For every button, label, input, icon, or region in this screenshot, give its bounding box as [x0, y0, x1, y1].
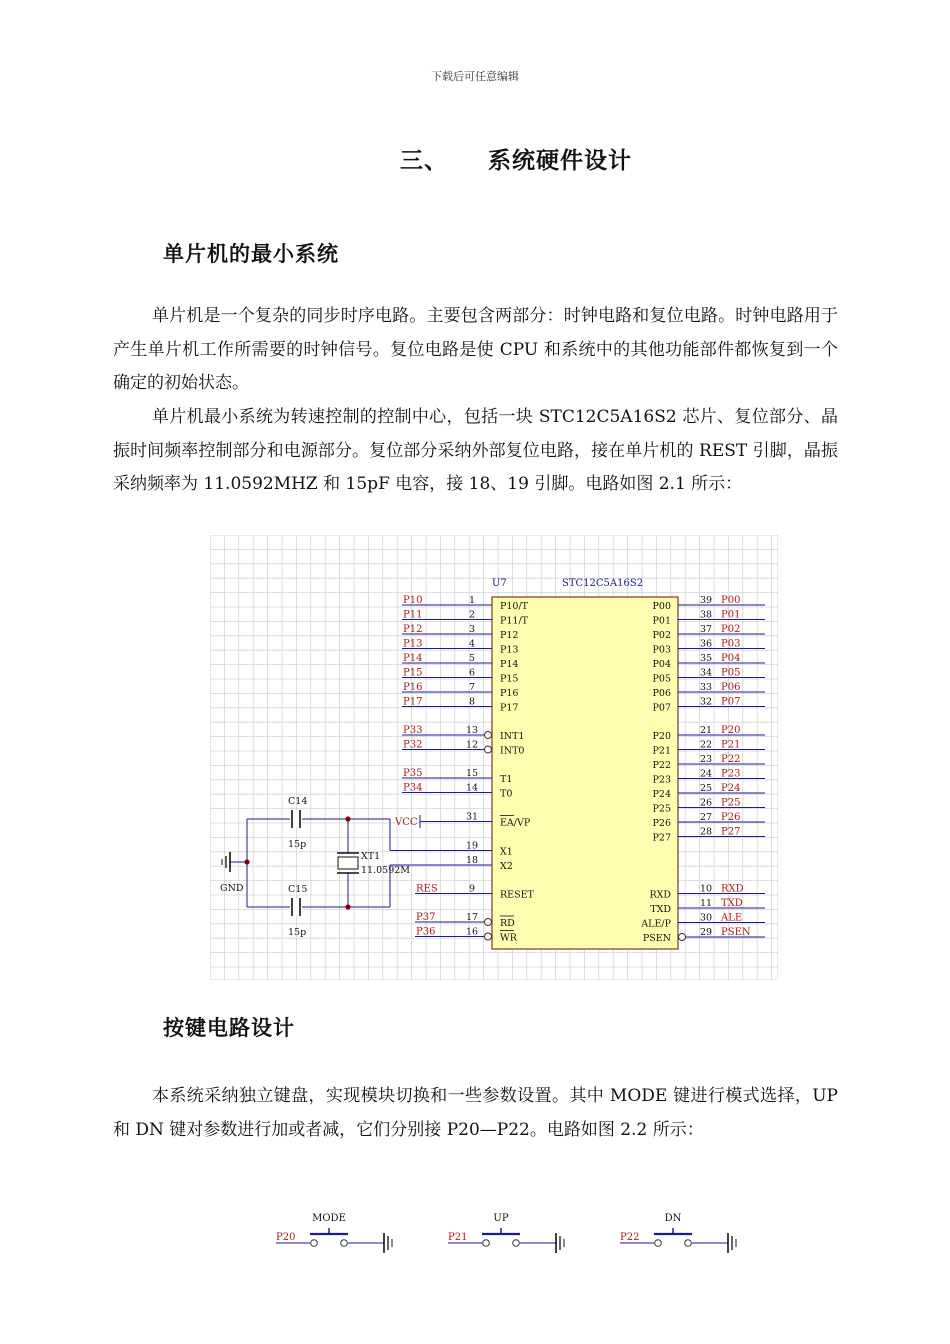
section-title: [400, 142, 632, 175]
pin-number: 17: [465, 912, 479, 923]
pin-name: TXD: [650, 904, 671, 915]
net-label: P23: [721, 768, 741, 780]
pin-name: X2: [500, 861, 513, 872]
key-net-label: P21: [448, 1232, 468, 1243]
c15-value: 15p: [288, 927, 307, 938]
net-label: P06: [721, 682, 741, 693]
pin-name: RXD: [649, 889, 671, 901]
net-label: P33: [403, 725, 423, 736]
pin-name: PSEN: [642, 933, 671, 944]
net-label: P22: [721, 754, 741, 765]
pin-number: 12: [465, 739, 479, 751]
pin-number: 26: [699, 797, 713, 809]
pin-number: 21: [699, 725, 713, 736]
pin-bubble: [485, 746, 492, 753]
net-label: TXD: [721, 898, 743, 909]
pin-name: P07: [652, 702, 671, 714]
net-label: P01: [721, 609, 741, 621]
net-label: P32: [403, 739, 423, 751]
pin-name: P15: [500, 673, 519, 685]
pin-number: 13: [465, 725, 479, 736]
subsection-heading-keys: 按键电路设计: [163, 1016, 295, 1040]
pin-name: P13: [500, 644, 519, 656]
pin-number: 14: [465, 782, 479, 794]
net-label: P12: [403, 624, 423, 635]
net-label: P02: [721, 624, 741, 635]
net-label: P21: [721, 739, 741, 751]
pin-bubble: [485, 732, 492, 739]
net-label: P04: [721, 653, 741, 664]
net-label: P34: [403, 782, 423, 794]
pin-number: 3: [468, 624, 476, 635]
pin-number: 5: [468, 653, 476, 664]
pin-bubble: [485, 919, 492, 926]
net-label: P07: [721, 696, 741, 708]
pin-name: RESET: [500, 889, 534, 901]
chip-ref: U7: [492, 578, 507, 589]
gnd-label: GND: [220, 883, 244, 894]
pin-number: 25: [699, 783, 713, 794]
section-title-text: 系统硬件设计: [488, 148, 632, 174]
net-label: P17: [403, 696, 423, 708]
pin-name: RD: [500, 918, 515, 929]
key-contact: [685, 1240, 692, 1247]
subsection-heading-mcu: 单片机的最小系统: [163, 242, 339, 266]
net-label: P10: [403, 595, 423, 606]
pin-name: P06: [652, 688, 671, 699]
pin-number: 15: [465, 768, 479, 779]
pin-name: P26: [652, 818, 671, 829]
pin-number: 2: [468, 609, 476, 621]
pin-number: 16: [465, 926, 479, 938]
net-label: RXD: [721, 883, 744, 895]
pin-name: P16: [500, 688, 519, 699]
net-label: P27: [721, 826, 741, 838]
net-label: P16: [403, 682, 423, 693]
pin-number: 7: [468, 682, 476, 693]
pin-name: P00: [652, 601, 671, 612]
paragraph-mcu-intro: 单片机是一个复杂的同步时序电路。主要包含两部分：时钟电路和复位电路。时钟电路用于产生单片机工作所需要的时钟信号。复位电路是使 CPU 和系统中的其他功能部件都恢复到一个确定的初始状态。: [113, 306, 838, 393]
pin-number: 8: [468, 696, 476, 708]
pin-number: 30: [699, 912, 713, 924]
paragraph-mcu-system: 单片机最小系统为转速控制的控制中心，包括一块 STC12C5A16S2 芯片、复位部分、晶振时间频率控制部分和电源部分。复位部分采纳外部复位电路，接在单片机的 REST 引脚，晶振采纳频率为 11.0592MHZ 和 15pF 电容，接 18、19 引脚。电路如图 2.1 所示：: [113, 407, 838, 494]
pin-number: 18: [465, 855, 479, 866]
net-label: P15: [403, 667, 423, 679]
pin-number: 1: [468, 595, 476, 606]
section-number: 三、: [400, 148, 448, 174]
pin-name: P21: [652, 745, 671, 757]
pin-name: P02: [652, 630, 671, 641]
pin-name: P03: [652, 644, 671, 656]
pin-number: 28: [699, 826, 713, 838]
net-label: P20: [721, 725, 741, 736]
page-header: 下载后可任意编辑: [431, 70, 519, 83]
net-label: P36: [416, 926, 436, 938]
key-label: MODE: [312, 1213, 346, 1224]
key-net-label: P22: [620, 1232, 640, 1243]
pin-name: ALE/P: [641, 918, 671, 930]
net-label: P13: [403, 638, 423, 650]
vcc-label: VCC: [395, 817, 418, 828]
c14-ref: C14: [288, 796, 308, 807]
pin-name: P17: [500, 702, 519, 714]
pin-name: P11/T: [500, 615, 529, 627]
pin-number: 23: [699, 754, 713, 765]
pin-number: 36: [699, 638, 713, 650]
pin-name: T0: [500, 788, 513, 800]
xtal-ref: XT1: [361, 851, 381, 862]
pin-bubble: [679, 934, 686, 941]
key-contact: [311, 1240, 318, 1247]
pin-name: P27: [652, 832, 671, 844]
pin-name: P05: [652, 673, 671, 685]
net-label: P05: [721, 667, 741, 679]
net-label: P37: [416, 912, 436, 923]
net-label: RES: [416, 883, 438, 895]
pin-name: EA/VP: [500, 817, 531, 829]
pin-name: P14: [500, 659, 519, 670]
pin-name: P23: [652, 774, 671, 786]
pin-number: 38: [699, 609, 713, 621]
pin-name: P12: [500, 630, 519, 641]
net-label: P24: [721, 783, 741, 794]
chip-part: STC12C5A16S2: [562, 578, 644, 589]
key-label: DN: [664, 1213, 682, 1224]
net-label: P25: [721, 797, 741, 809]
junction-dot: [345, 904, 350, 909]
pin-name: P25: [652, 803, 671, 815]
pin-name: INT1: [500, 731, 525, 742]
net-label: P35: [403, 768, 423, 779]
pin-number: 19: [465, 840, 479, 852]
pin-number: 24: [699, 768, 713, 780]
pin-name: T1: [500, 774, 513, 785]
pin-name: P20: [652, 731, 671, 742]
net-label: P00: [721, 595, 741, 606]
pin-number: 22: [699, 739, 713, 751]
pin-name: P01: [652, 615, 671, 627]
c14-value: 15p: [288, 839, 307, 850]
pin-name: P04: [652, 659, 671, 670]
xtal-body: [338, 857, 358, 869]
pin-number: 9: [468, 883, 476, 895]
key-circuit: [270, 1205, 750, 1265]
key-contact: [655, 1240, 662, 1247]
mcu-schematic: [210, 535, 778, 980]
key-contact: [513, 1240, 520, 1247]
key-net-label: P20: [276, 1232, 296, 1243]
pin-number: 39: [699, 595, 713, 606]
pin-number: 11: [699, 898, 713, 909]
net-label: PSEN: [721, 927, 751, 938]
pin-name: P10/T: [500, 601, 529, 612]
net-label: P11: [403, 609, 423, 621]
net-label: ALE: [721, 912, 743, 924]
net-label: P26: [721, 812, 741, 823]
junction-dot: [345, 816, 350, 821]
pin-number: 4: [468, 638, 476, 650]
pin-number: 32: [699, 696, 713, 708]
pin-name: P22: [652, 760, 671, 771]
pin-name: INT0: [500, 745, 525, 757]
pin-number: 31: [465, 811, 479, 823]
pin-name: WR: [500, 932, 517, 944]
pin-number: 10: [699, 883, 713, 895]
xtal-value: 11.0592M: [361, 865, 411, 876]
key-contact: [483, 1240, 490, 1247]
pin-number: 35: [699, 653, 713, 664]
c15-ref: C15: [288, 884, 308, 895]
key-contact: [341, 1240, 348, 1247]
pin-bubble: [485, 933, 492, 940]
net-label: P14: [403, 653, 423, 664]
pin-number: 34: [699, 667, 713, 679]
pin-name: X1: [500, 846, 513, 858]
pin-number: 37: [699, 624, 713, 635]
pin-number: 33: [699, 682, 713, 693]
pin-number: 6: [468, 667, 476, 679]
pin-name: P24: [652, 789, 671, 800]
net-label: P03: [721, 638, 741, 650]
paragraph-keys: 本系统采纳独立键盘，实现模块切换和一些参数设置。其中 MODE 键进行模式选择，UP 和 DN 键对参数进行加或者减，它们分别接 P20—P22。电路如图 2.2 所示：: [113, 1086, 838, 1140]
key-label: UP: [493, 1213, 509, 1224]
pin-number: 29: [699, 927, 713, 938]
pin-number: 27: [699, 812, 713, 823]
